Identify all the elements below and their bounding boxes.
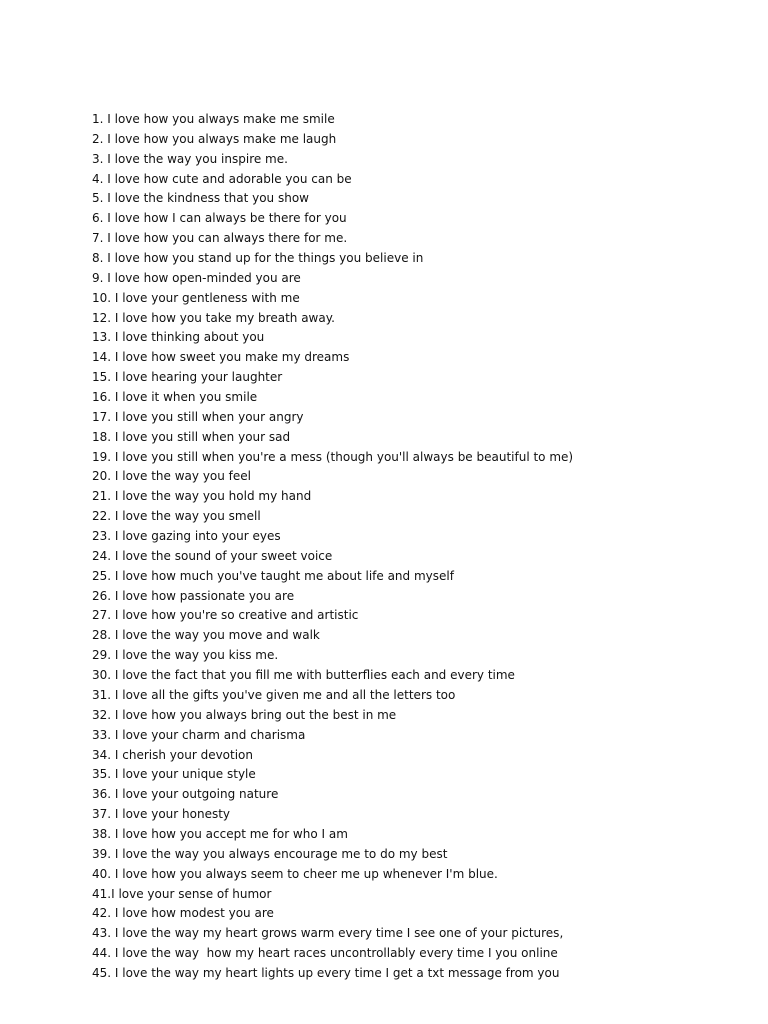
list-item: 23. I love gazing into your eyes xyxy=(92,529,281,544)
list-item: 33. I love your charm and charisma xyxy=(92,727,306,742)
list-item: 28. I love the way you move and walk xyxy=(92,628,320,643)
list-item: 32. I love how you always bring out the best in me xyxy=(92,707,397,722)
list-item: 35. I love your unique style xyxy=(92,767,256,782)
list-item: 25. I love how much you've taught me about life and myself xyxy=(92,568,454,583)
list-item: 42. I love how modest you are xyxy=(92,906,274,921)
list-item: 6. I love how I can always be there for you xyxy=(92,211,347,226)
list-item: 30. I love the fact that you fill me with butterflies each and every time xyxy=(92,668,515,683)
list-item: 31. I love all the gifts you've given me and all the letters too xyxy=(92,687,456,702)
list-item: 19. I love you still when you're a mess (though you'll always be beautiful to me) xyxy=(92,449,574,464)
list-item: 45. I love the way my heart lights up every time I get a txt message from you xyxy=(92,965,560,980)
list-item: 38. I love how you accept me for who I am xyxy=(92,826,348,841)
list-item: 8. I love how you stand up for the things you believe in xyxy=(92,251,424,266)
list-item: 5. I love the kindness that you show xyxy=(92,191,309,206)
list-item: 44. I love the way how my heart races uncontrollably every time I you online xyxy=(92,946,558,961)
list-item: 17. I love you still when your angry xyxy=(92,409,304,424)
list-item: 43. I love the way my heart grows warm every time I see one of your pictures, xyxy=(92,926,564,941)
list-item: 39. I love the way you always encourage me to do my best xyxy=(92,846,448,861)
list-item: 16. I love it when you smile xyxy=(92,390,258,405)
list-item: 34. I cherish your devotion xyxy=(92,747,254,762)
list-item: 27. I love how you're so creative and artistic xyxy=(92,608,359,623)
list-item: 10. I love your gentleness with me xyxy=(92,290,300,305)
list-item: 40. I love how you always seem to cheer me up whenever I'm blue. xyxy=(92,866,498,881)
list-item: 36. I love your outgoing nature xyxy=(92,787,279,802)
list-item: 41.I love your sense of humor xyxy=(92,886,272,901)
list-item: 22. I love the way you smell xyxy=(92,509,261,524)
list-item: 12. I love how you take my breath away. xyxy=(92,310,335,325)
list-item: 15. I love hearing your laughter xyxy=(92,370,283,385)
list-item: 26. I love how passionate you are xyxy=(92,588,295,603)
list-item: 3. I love the way you inspire me. xyxy=(92,151,288,166)
list-item: 18. I love you still when your sad xyxy=(92,429,291,444)
list-item: 9. I love how open-minded you are xyxy=(92,270,301,285)
list-item: 7. I love how you can always there for me. xyxy=(92,231,348,246)
list-item: 2. I love how you always make me laugh xyxy=(92,131,337,146)
list-item: 20. I love the way you feel xyxy=(92,469,252,484)
list-item: 37. I love your honesty xyxy=(92,807,231,822)
list-item: 21. I love the way you hold my hand xyxy=(92,489,312,504)
list-item: 24. I love the sound of your sweet voice xyxy=(92,548,333,563)
list-item: 29. I love the way you kiss me. xyxy=(92,648,279,663)
love-list xyxy=(92,110,732,984)
list-item: 14. I love how sweet you make my dreams xyxy=(92,350,350,365)
list-item: 1. I love how you always make me smile xyxy=(92,112,335,126)
list-item: 13. I love thinking about you xyxy=(92,330,265,345)
list-item: 4. I love how cute and adorable you can be xyxy=(92,171,352,186)
